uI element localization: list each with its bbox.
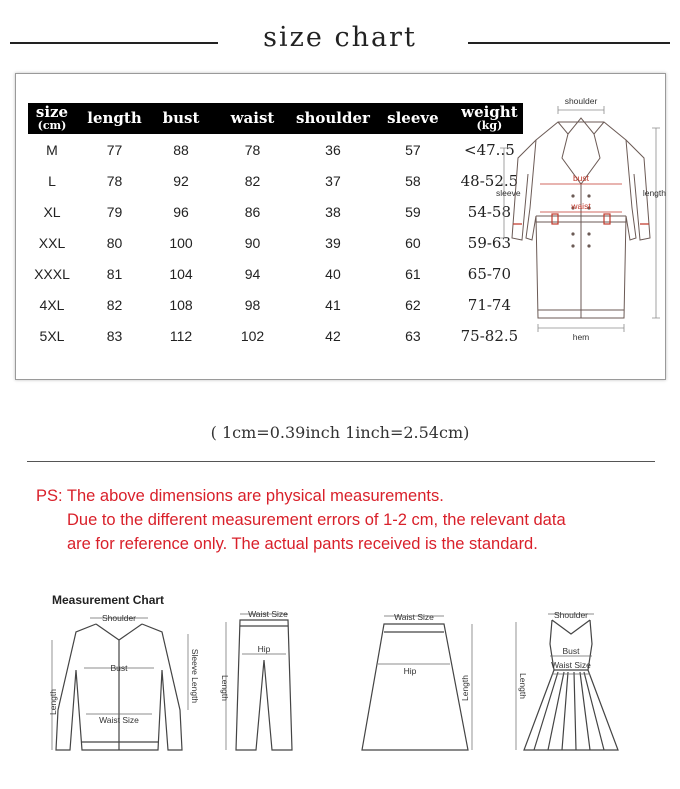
shirt-label-bust: Bust (110, 663, 128, 673)
cell-sleeve: 61 (405, 265, 421, 282)
ps-notice (36, 484, 566, 556)
coat-label-length: length (642, 188, 666, 198)
cell-length: 77 (106, 141, 123, 158)
cell-bust: 104 (169, 265, 193, 282)
shirt-diagram (46, 610, 200, 760)
cell-shoulder: 41 (325, 296, 341, 313)
shirt-label-sleeve: Sleeve Length (190, 648, 200, 704)
skirt-diagram (356, 610, 480, 760)
table-row (28, 134, 523, 165)
cell-bust: 108 (169, 296, 193, 313)
cell-weight: 71-74 (467, 295, 512, 314)
shirt-label-waist: Waist Size (99, 715, 139, 725)
shirt-label-length: Length (48, 689, 58, 715)
table-row (28, 320, 523, 351)
size-chart-panel (15, 73, 666, 380)
skirt-label-waist: Waist Size (394, 612, 434, 622)
title-right-rule (468, 42, 670, 44)
cell-bust: 88 (173, 141, 189, 158)
cell-length: 81 (106, 265, 123, 282)
cell-size: 5XL (39, 327, 65, 344)
header-shoulder: shoulder (296, 103, 370, 134)
pants-label-waist: Waist Size (248, 609, 288, 619)
table-row (28, 258, 523, 289)
cell-size: L (48, 172, 56, 189)
trench-coat-diagram (496, 88, 666, 368)
cell-weight: <47..5 (464, 140, 515, 159)
table-row (28, 227, 523, 258)
cell-waist: 86 (244, 203, 261, 220)
coat-label-hem: hem (572, 332, 590, 342)
cell-waist: 82 (244, 172, 261, 189)
header-length: length (76, 103, 153, 134)
cell-length: 79 (106, 203, 123, 220)
cell-sleeve: 57 (405, 141, 421, 158)
cell-shoulder: 39 (325, 234, 341, 251)
pants-diagram (216, 610, 306, 760)
size-table-header (28, 103, 523, 134)
cell-size: M (46, 141, 58, 158)
dress-label-bust: Bust (562, 646, 580, 656)
ps-line-1: PS: The above dimensions are physical measurements. (36, 487, 444, 505)
cell-bust: 100 (169, 234, 193, 251)
coat-label-shoulder: shoulder (564, 96, 598, 106)
cell-shoulder: 38 (325, 203, 341, 220)
dress-label-shoulder: Shoulder (553, 610, 589, 620)
header-sleeve: sleeve (370, 103, 456, 134)
table-row (28, 196, 523, 227)
cell-shoulder: 40 (325, 265, 341, 282)
cell-waist: 94 (244, 265, 261, 282)
cell-weight: 59-63 (467, 233, 512, 252)
cell-bust: 92 (173, 172, 189, 189)
cell-waist: 90 (244, 234, 261, 251)
cell-waist: 78 (244, 141, 261, 158)
skirt-label-length: Length (460, 675, 470, 701)
measurement-chart-title: Measurement Chart (52, 593, 165, 607)
cell-weight: 48-52.5 (460, 171, 519, 190)
header-size: size (cm) (28, 103, 76, 134)
cell-sleeve: 60 (405, 234, 421, 251)
cell-shoulder: 42 (325, 327, 341, 344)
page-title: size chart (263, 22, 417, 53)
ps-line-3: are for reference only. The actual pants received is the standard. (67, 535, 538, 553)
size-table (28, 103, 523, 351)
cell-waist: 102 (240, 327, 265, 344)
cell-bust: 112 (169, 327, 193, 344)
cell-size: XXXL (34, 265, 70, 282)
section-divider (27, 461, 655, 462)
cell-waist: 98 (244, 296, 261, 313)
coat-label-sleeve: sleeve (496, 188, 521, 198)
skirt-label-hip: Hip (403, 666, 417, 676)
dress-label-length: Length (518, 673, 528, 699)
cell-bust: 96 (173, 203, 189, 220)
pants-label-length: Length (220, 675, 230, 701)
cell-size: XXL (38, 234, 66, 251)
header-bust: bust (153, 103, 209, 134)
title-row (0, 18, 680, 58)
cell-sleeve: 58 (405, 172, 421, 189)
pants-label-hip: Hip (257, 644, 271, 654)
header-waist: waist (209, 103, 296, 134)
cell-size: XL (43, 203, 61, 220)
cell-weight: 65-70 (467, 264, 512, 283)
dress-label-waist: Waist Size (551, 660, 591, 670)
cell-sleeve: 62 (405, 296, 421, 313)
ps-line-2: Due to the different measurement errors of 1-2 cm, the relevant data (67, 511, 566, 529)
table-row (28, 289, 523, 320)
coat-label-bust: bust (572, 173, 590, 183)
cell-length: 83 (106, 327, 123, 344)
cell-shoulder: 36 (325, 141, 341, 158)
header-weight: weight (kg) (456, 103, 523, 134)
coat-label-waist: waist (571, 201, 591, 211)
cell-weight: 75-82.5 (460, 326, 519, 345)
cell-length: 82 (106, 296, 123, 313)
dress-diagram (510, 610, 634, 760)
table-row (28, 165, 523, 196)
unit-conversion-note: ( 1cm=0.39inch 1inch=2.54cm) (210, 423, 470, 442)
cell-weight: 54-58 (467, 202, 512, 221)
shirt-label-shoulder: Shoulder (101, 613, 137, 623)
cell-length: 78 (106, 172, 123, 189)
cell-length: 80 (106, 234, 123, 251)
cell-shoulder: 37 (325, 172, 341, 189)
cell-sleeve: 63 (405, 327, 421, 344)
cell-size: 4XL (39, 296, 65, 313)
cell-sleeve: 59 (405, 203, 421, 220)
